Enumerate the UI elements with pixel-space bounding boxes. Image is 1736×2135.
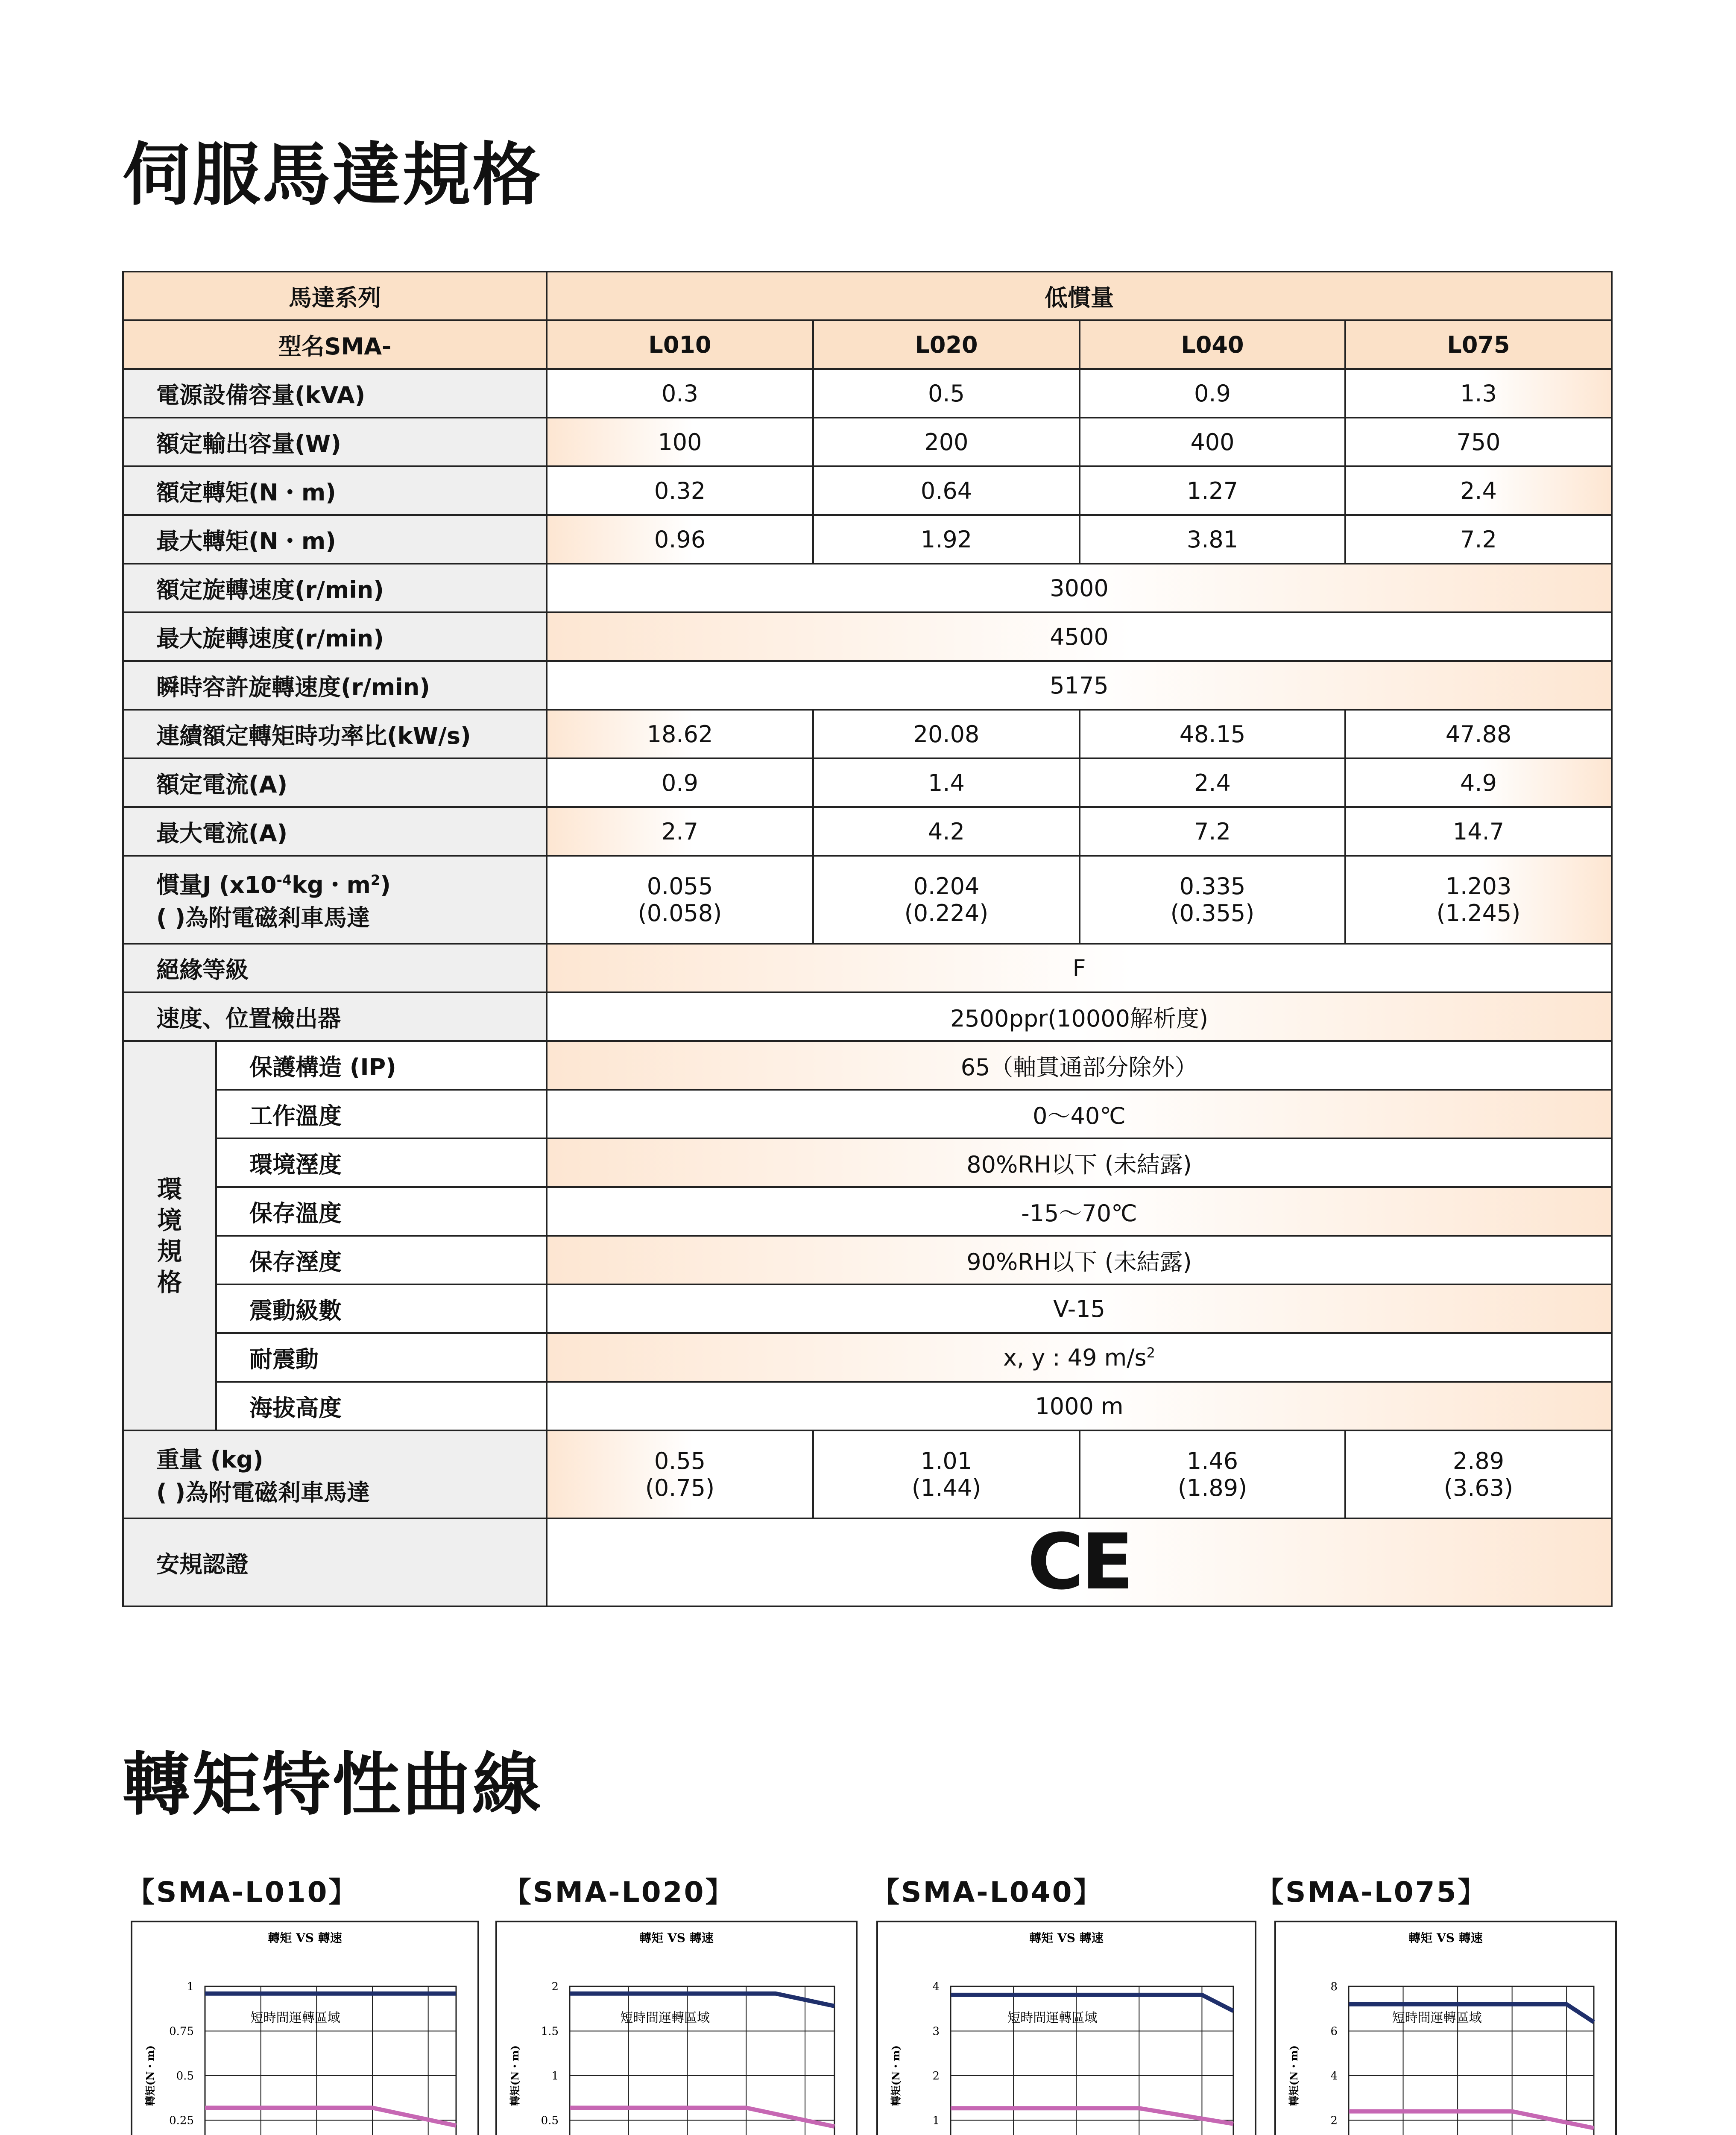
inertia-exponent: -4 — [276, 872, 292, 888]
curve-title: 轉矩特性曲線 — [122, 1745, 543, 1825]
series-line-rated — [951, 2108, 1233, 2124]
value-cell: 4.2 — [813, 807, 1080, 856]
value-cell: 20.08 — [813, 710, 1080, 758]
y-axis-label: 轉矩(N・m) — [890, 2045, 902, 2106]
y-tick-label: 1.5 — [541, 2025, 559, 2038]
value: 0.335 — [1179, 873, 1246, 900]
series-label: 馬達系列 — [123, 272, 547, 320]
model-cell: L040 — [1080, 320, 1345, 369]
value-cell: 48.15 — [1080, 710, 1345, 758]
plot-frame — [570, 1986, 834, 2135]
row-label: 安規認證 — [123, 1518, 547, 1606]
value-cell: 3.81 — [1080, 515, 1345, 564]
y-tick-label: 4 — [1330, 2070, 1338, 2082]
env-row — [123, 1187, 1612, 1236]
rated-torque-row — [123, 466, 1612, 515]
value-cell: 0.32 — [547, 466, 813, 515]
chart-svg — [1276, 1922, 1615, 2135]
value-cell: 2500ppr(10000解析度) — [547, 992, 1612, 1041]
region-label-short-time: 短時間運轉區域 — [1007, 2010, 1098, 2026]
vibration-value: x, y : 49 m/s — [1003, 1344, 1147, 1371]
row-label: 最大旋轉速度(r/min) — [123, 612, 547, 661]
series-line-max — [570, 1994, 834, 2006]
row-label: 最大轉矩(N・m) — [123, 515, 547, 564]
value-cell: 14.7 — [1345, 807, 1612, 856]
inertia-row — [123, 856, 1612, 944]
value-cell: 2.7 — [547, 807, 813, 856]
env-item-label: 工作溫度 — [216, 1090, 547, 1138]
weight-label: 重量 (kg) — [156, 1446, 263, 1473]
inst-speed-row — [123, 661, 1612, 710]
row-label: 額定輸出容量(W) — [123, 418, 547, 466]
plot-frame — [205, 1986, 456, 2135]
torque-chart-l040 — [876, 1921, 1256, 2135]
chart-title: 轉矩 VS 轉速 — [1408, 1931, 1483, 1945]
y-tick-label: 2 — [932, 2070, 940, 2082]
rated-speed-row — [123, 564, 1612, 612]
series-line-max — [951, 1995, 1233, 2011]
value-cell: 0.64 — [813, 466, 1080, 515]
brake-note: ( )為附電磁剎車馬達 — [156, 1479, 370, 1506]
value-cell: 200 — [813, 418, 1080, 466]
row-label: 速度、位置檢出器 — [123, 992, 547, 1041]
row-label: 絕緣等級 — [123, 944, 547, 992]
value-cell: 90%RH以下 (未結露) — [547, 1236, 1612, 1284]
inertia-exponent: 2 — [370, 872, 381, 888]
value-cell: 18.62 — [547, 710, 813, 758]
env-row — [123, 1041, 1612, 1090]
brake-value: (0.75) — [645, 1474, 715, 1501]
row-label: 連續額定轉矩時功率比(kW/s) — [123, 710, 547, 758]
y-tick-label: 4 — [932, 1980, 940, 1993]
value: 1.01 — [920, 1448, 972, 1474]
model-cell: L020 — [813, 320, 1080, 369]
env-row — [123, 1382, 1612, 1430]
series-line-rated — [570, 2108, 834, 2126]
y-tick-label: 6 — [1330, 2025, 1338, 2038]
y-tick-label: 2 — [551, 1980, 559, 1993]
value-cell: 80%RH以下 (未結露) — [547, 1138, 1612, 1187]
y-axis-label: 轉矩(N・m) — [1288, 2045, 1300, 2106]
value-cell: 0.9 — [547, 758, 813, 807]
torque-chart-l075 — [1274, 1921, 1617, 2135]
y-tick-label: 0.75 — [169, 2025, 194, 2038]
series-line-rated — [205, 2108, 456, 2126]
brake-value: (0.058) — [638, 900, 722, 927]
region-label-short-time: 短時間運轉區域 — [1392, 2010, 1482, 2026]
max-speed-row — [123, 612, 1612, 661]
chart-heading: 【SMA-L040】 — [871, 1876, 1104, 1909]
chart-svg — [497, 1922, 856, 2135]
brake-value: (0.355) — [1170, 900, 1255, 927]
value-cell — [547, 856, 813, 944]
row-label — [123, 856, 547, 944]
value-cell: 7.2 — [1345, 515, 1612, 564]
brake-note: ( )為附電磁剎車馬達 — [156, 904, 370, 931]
y-tick-label: 3 — [932, 2025, 940, 2038]
spec-title: 伺服馬達規格 — [122, 135, 543, 215]
env-group-label — [123, 1041, 216, 1430]
chart-svg — [878, 1922, 1255, 2135]
row-label — [123, 1430, 547, 1518]
row-label: 額定轉矩(N・m) — [123, 466, 547, 515]
ce-logo: CE — [1027, 1518, 1131, 1607]
value-cell: 750 — [1345, 418, 1612, 466]
series-row — [123, 272, 1612, 320]
chart-heading: 【SMA-L010】 — [126, 1876, 359, 1909]
power-row — [123, 369, 1612, 418]
spec-table — [122, 271, 1611, 1607]
chart-svg — [132, 1922, 477, 2135]
cert-row — [123, 1518, 1612, 1606]
value-cell: 2.4 — [1080, 758, 1345, 807]
chart-title: 轉矩 VS 轉速 — [639, 1931, 714, 1945]
value-cell — [1080, 856, 1345, 944]
value-cell: 100 — [547, 418, 813, 466]
env-row — [123, 1236, 1612, 1284]
model-label: 型名SMA- — [123, 320, 547, 369]
env-label: 環境規格 — [157, 1175, 182, 1297]
value-cell: 3000 — [547, 564, 1612, 612]
chart-heading: 【SMA-L020】 — [503, 1876, 735, 1909]
insulation-row — [123, 944, 1612, 992]
y-tick-label: 1 — [551, 2070, 559, 2082]
inertia-label-part: kg・m — [292, 872, 371, 898]
env-row — [123, 1090, 1612, 1138]
value-cell: 1.4 — [813, 758, 1080, 807]
region-label-short-time: 短時間運轉區域 — [250, 2010, 340, 2026]
value-cell: 0.5 — [813, 369, 1080, 418]
value: 0.204 — [913, 873, 980, 900]
value-cell: 0.9 — [1080, 369, 1345, 418]
row-label: 瞬時容許旋轉速度(r/min) — [123, 661, 547, 710]
plot-frame — [951, 1986, 1233, 2135]
value-cell — [547, 1430, 813, 1518]
row-label: 電源設備容量(kVA) — [123, 369, 547, 418]
value-cell: 7.2 — [1080, 807, 1345, 856]
brake-value: (1.245) — [1436, 900, 1521, 927]
chart-heading: 【SMA-L075】 — [1256, 1876, 1488, 1909]
value-cell: 1.92 — [813, 515, 1080, 564]
value-cell: 2.4 — [1345, 466, 1612, 515]
ce-mark — [547, 1518, 1612, 1606]
value: 0.55 — [654, 1448, 706, 1474]
torque-chart-l010 — [131, 1921, 479, 2135]
row-label: 額定旋轉速度(r/min) — [123, 564, 547, 612]
value-cell: 0.96 — [547, 515, 813, 564]
inertia-label-part: 慣量J (x10 — [156, 872, 277, 898]
encoder-row — [123, 992, 1612, 1041]
series-value: 低慣量 — [547, 272, 1612, 320]
max-current-row — [123, 807, 1612, 856]
value-cell: 1.27 — [1080, 466, 1345, 515]
env-row — [123, 1333, 1612, 1382]
env-item-label: 保存溫度 — [216, 1187, 547, 1236]
y-axis-label: 轉矩(N・m) — [509, 2045, 521, 2106]
brake-value: (3.63) — [1443, 1474, 1514, 1501]
row-label: 最大電流(A) — [123, 807, 547, 856]
value-cell: 1.3 — [1345, 369, 1612, 418]
value-cell: 0.3 — [547, 369, 813, 418]
region-label-short-time: 短時間運轉區域 — [620, 2010, 710, 2026]
value-cell: 47.88 — [1345, 710, 1612, 758]
value: 0.055 — [647, 873, 713, 900]
brake-value: (1.44) — [911, 1474, 981, 1501]
value-cell: 1000 m — [547, 1382, 1612, 1430]
env-item-label: 保護構造 (IP) — [216, 1041, 547, 1090]
chart-title: 轉矩 VS 轉速 — [1029, 1931, 1104, 1945]
y-tick-label: 0.25 — [169, 2114, 194, 2127]
inertia-label-part: ) — [380, 872, 391, 898]
env-item-label: 保存溼度 — [216, 1236, 547, 1284]
env-item-label: 震動級數 — [216, 1284, 547, 1333]
value-cell: 400 — [1080, 418, 1345, 466]
rated-current-row — [123, 758, 1612, 807]
env-row — [123, 1284, 1612, 1333]
value-cell: F — [547, 944, 1612, 992]
y-axis-label: 轉矩(N・m) — [144, 2045, 156, 2106]
value-cell: 0～40℃ — [547, 1090, 1612, 1138]
value-cell: 4500 — [547, 612, 1612, 661]
value-cell: 65（軸貫通部分除外） — [547, 1041, 1612, 1090]
vibration-exponent: 2 — [1146, 1344, 1155, 1361]
y-tick-label: 8 — [1330, 1980, 1338, 1993]
brake-value: (1.89) — [1177, 1474, 1247, 1501]
max-torque-row — [123, 515, 1612, 564]
value-cell: 5175 — [547, 661, 1612, 710]
weight-row — [123, 1430, 1612, 1518]
row-label: 額定電流(A) — [123, 758, 547, 807]
value-cell — [813, 856, 1080, 944]
env-row — [123, 1138, 1612, 1187]
y-tick-label: 0.5 — [541, 2114, 559, 2127]
value-cell — [1345, 1430, 1612, 1518]
model-cell: L075 — [1345, 320, 1612, 369]
torque-chart-l020 — [495, 1921, 858, 2135]
value-cell — [813, 1430, 1080, 1518]
y-tick-label: 1 — [187, 1980, 194, 1993]
env-item-label: 海拔高度 — [216, 1382, 547, 1430]
inertia-label — [156, 867, 546, 900]
env-item-label: 耐震動 — [216, 1333, 547, 1382]
value: 2.89 — [1452, 1448, 1505, 1474]
env-item-label: 環境溼度 — [216, 1138, 547, 1187]
model-row — [123, 320, 1612, 369]
power-rate-row — [123, 710, 1612, 758]
y-tick-label: 1 — [932, 2114, 940, 2127]
y-tick-label: 0.5 — [176, 2070, 194, 2082]
value: 1.46 — [1186, 1448, 1238, 1474]
model-cell: L010 — [547, 320, 813, 369]
value-cell: V-15 — [547, 1284, 1612, 1333]
value-cell — [1080, 1430, 1345, 1518]
series-line-rated — [1349, 2112, 1594, 2128]
y-tick-label: 2 — [1330, 2114, 1338, 2127]
value-cell: -15～70℃ — [547, 1187, 1612, 1236]
value: 1.203 — [1445, 873, 1512, 900]
value-cell — [1345, 856, 1612, 944]
value-cell: 4.9 — [1345, 758, 1612, 807]
value-cell — [547, 1333, 1612, 1382]
chart-title: 轉矩 VS 轉速 — [268, 1931, 342, 1945]
output-row — [123, 418, 1612, 466]
brake-value: (0.224) — [904, 900, 989, 927]
